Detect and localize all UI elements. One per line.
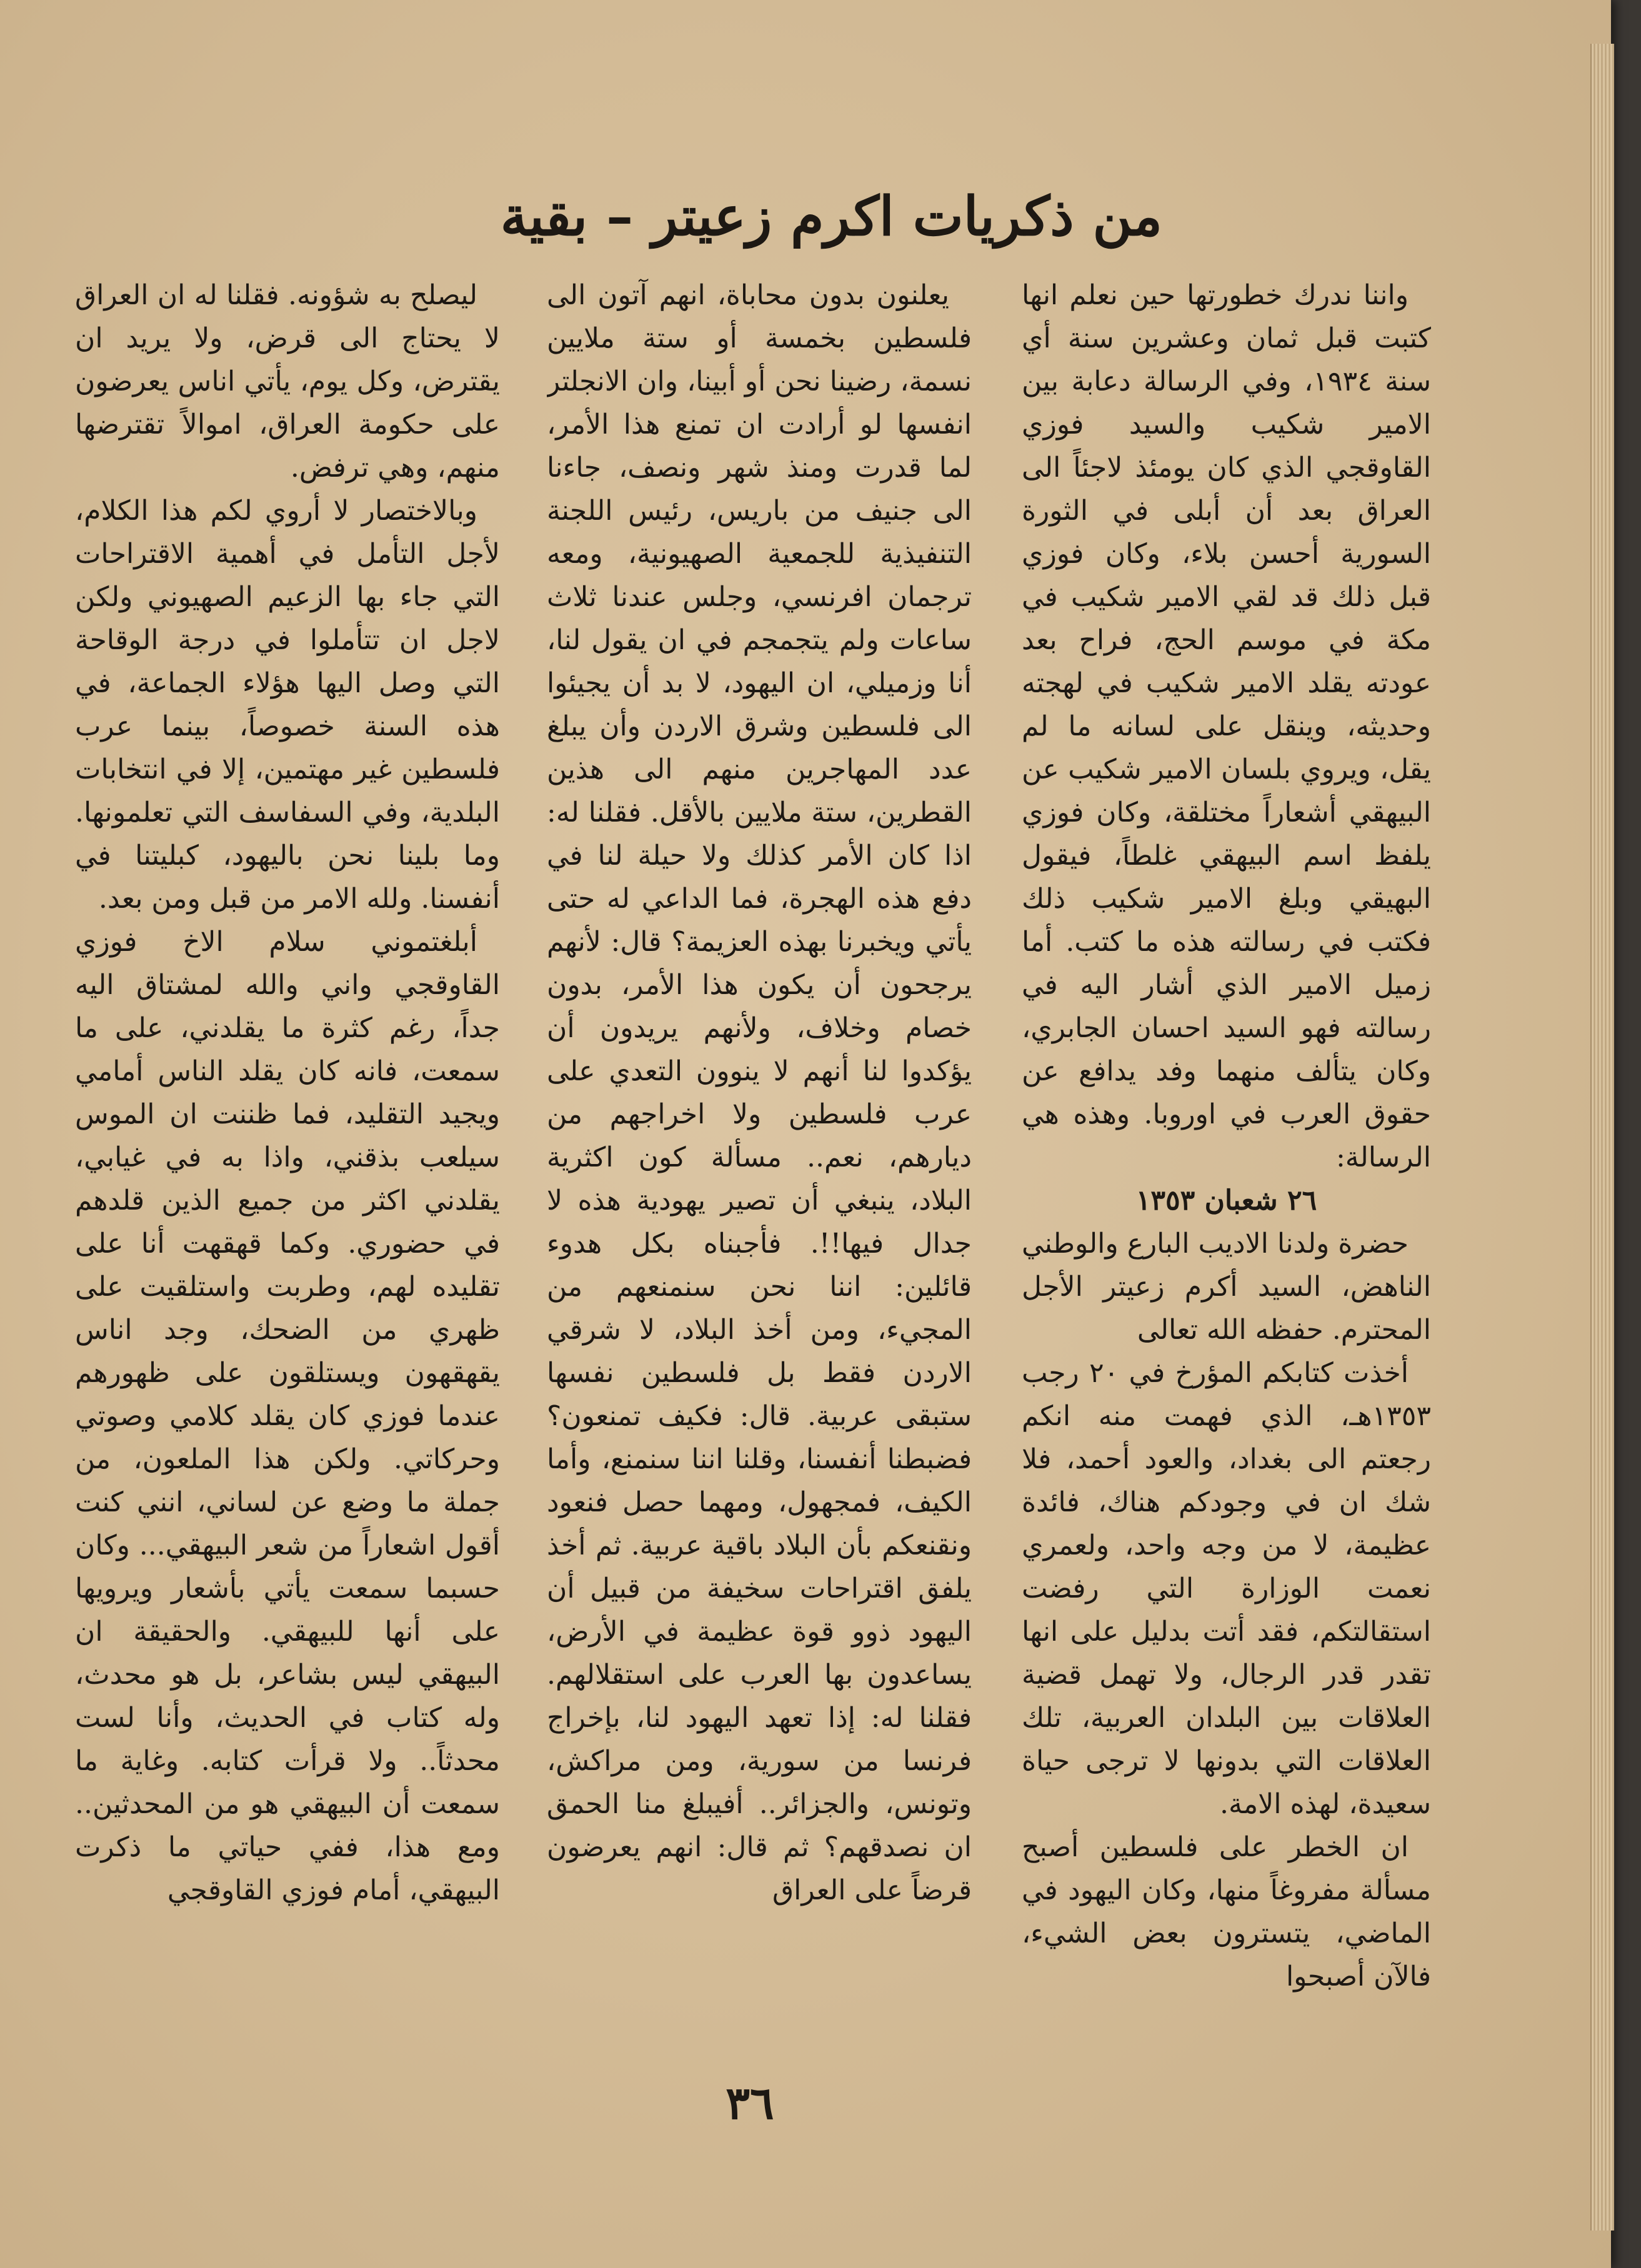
paragraph: أبلغتموني سلام الاخ فوزي القاوقجي واني والله لمشتاق اليه جداً، رغم كثرة ما يقلدني، على ما سمعت، فانه كان يقلد الناس أمامي ويجيد التقليد، فما ظننت ان الموس سيلعب بذقني، واذا به في غيابي، يقلدني اكثر من جميع الذين قلدهم في حضوري. وكما قهقهت أنا على تقليده لهم، وطربت واستلقيت على ظهري من الضحك، وجد اناس يقهقهون ويستلقون على ظهورهم عندما فوزي كان يقلد كلامي وصوتي وحركاتي. ولكن هذا الملعون، من جملة ما وضع عن لساني، انني كنت أقول اشعاراً من شعر البيهقي... وكان حسبما سمعت يأتي بأشعار ويرويها على أنها للبيهقي. والحقيقة ان البيهقي ليس بشاعر، بل هو محدث، وله كتاب في الحديث، وأنا لست محدثاً.. ولا قرأت كتابه. وغاية ما سمعت أن البيهقي هو من المحدثين.. ومع هذا، ففي حياتي ما ذكرت البيهقي، أمام فوزي القاوقجي (75, 926, 500, 1906)
paragraph: يعلنون بدون محاباة، انهم آتون الى فلسطين بخمسة أو ستة ملايين نسمة، رضينا نحن أو أبينا، وان الانجلتر انفسها لو أرادت ان تمنع هذا الأمر، لما قدرت ومنذ شهر ونصف، جاءنا الى جنيف من باريس، رئيس اللجنة التنفيذية للجمعية الصهيونية، ومعه ترجمان افرنسي، وجلس عندنا ثلاث ساعات ولم يتجمجم في ان يقول لنا، أنا وزميلي، ان اليهود، لا بد أن يجيئوا الى فلسطين وشرق الاردن وأن يبلغ عدد المهاجرين منهم الى هذين القطرين، ستة ملايين بالأقل. فقلنا له: اذا كان الأمر كذلك ولا حيلة لنا في دفع هذه الهجرة، فما الداعي له حتى يأتي ويخبرنا بهذه العزيمة؟ قال: لأنهم يرجحون أن يكون هذا الأمر، بدون خصام وخلاف، ولأنهم يريدون أن يؤكدوا لنا أنهم لا ينوون التعدي على عرب فلسطين ولا اخراجهم من ديارهم، نعم.. مسألة كون اكثرية البلاد، ينبغي أن تصير يهودية هذه لا جدال فيها!!. فأجبناه بكل هدوء قائلين: اننا نحن سنمنعهم من المجيء، ومن أخذ البلاد، لا شرقي الاردن فقط بل فلسطين نفسها ستبقى عربية. قال: فكيف تمنعون؟ فضبطنا أنفسنا، وقلنا اننا سنمنع، وأما الكيف، فمجهول، ومهما حصل فنعود ونقنعكم بأن البلاد باقية عربية. ثم أخذ يلفق اقتراحات سخيفة من قبيل أن اليهود ذوو قوة عظيمة في الأرض، يساعدون بها العرب على استقلالهم. فقلنا له: إذا تعهد اليهود لنا، بإخراج فرنسا من سورية، ومن مراكش، وتونس، والجزائر.. أفيبلغ منا الحمق ان نصدقهم؟ ثم قال: انهم يعرضون قرضاً على العراق (547, 279, 972, 1906)
paragraph: ليصلح به شؤونه. فقلنا له ان العراق لا يحتاج الى قرض، ولا يريد ان يقترض، وكل يوم، يأتي اناس يعرضون على حكومة العراق، اموالاً تقترضها منهم، وهي ترفض. (75, 279, 500, 484)
article-title: من ذكريات اكرم زعيتر – بقية (500, 185, 1162, 248)
page-number: ٣٦ (726, 2076, 774, 2129)
article-column-left (75, 274, 500, 2042)
paragraph: ان الخطر على فلسطين أصبح مسألة مفروغاً منها، وكان اليهود في الماضي، يتسترون بعض الشيء، فالآن أصبحوا (1022, 1831, 1431, 1992)
paragraph: أخذت كتابكم المؤرخ في ٢٠ رجب ١٣٥٣هـ، الذي فهمت منه انكم رجعتم الى بغداد، والعود أحمد، فلا شك ان في وجودكم هناك، فائدة عظيمة، لا من وجه واحد، ولعمري نعمت الوزارة التي رفضت استقالتكم، فقد أتت بدليل على انها تقدر قدر الرجال، ولا تهمل قضية العلاقات بين البلدان العربية، تلك العلاقات التي بدونها لا ترجى حياة سعيدة، لهذه الامة. (1022, 1357, 1431, 1820)
letter-salutation: حضرة ولدنا الاديب البارع والوطني الناهض، السيد أكرم زعيتر الأجل المحترم. حفظه الله تعالى (1022, 1228, 1431, 1346)
paragraph: واننا ندرك خطورتها حين نعلم انها كتبت قبل ثمان وعشرين سنة أي سنة ١٩٣٤، وفي الرسالة دعابة بين الامير شكيب والسيد فوزي القاوقجي الذي كان يومئذ لاجئاً الى العراق بعد أن أبلى في الثورة السورية أحسن بلاء، وكان فوزي قبل ذلك قد لقي الامير شكيب في مكة في موسم الحج، فراح بعد عودته يقلد الامير شكيب في لهجته وحديثه، وينقل على لسانه ما لم يقل، ويروي بلسان الامير شكيب عن البيهقي أشعاراً مختلقة، وكان فوزي يلفظ اسم البيهقي غلطاً، فيقول البهيقي وبلغ الامير شكيب ذلك فكتب في رسالته هذه ما كتب. أما زميل الامير الذي أشار اليه في رسالته فهو السيد احسان الجابري، وكان يتألف منهما وفد يدافع عن حقوق العرب في اوروبا. وهذه هي الرسالة: (1022, 279, 1431, 1173)
article-column-middle (547, 274, 972, 2042)
page-stack-edge (1590, 44, 1614, 2231)
article-column-right (1022, 274, 1431, 2042)
letter-date: ٢٦ شعبان ١٣٥٣ (1135, 1185, 1317, 1216)
paragraph: وبالاختصار لا أروي لكم هذا الكلام، لأجل التأمل في أهمية الاقتراحات التي جاء بها الزعيم الصهيوني ولكن لاجل ان تتأملوا في درجة الوقاحة التي وصل اليها هؤلاء الجماعة، في هذه السنة خصوصاً، بينما عرب فلسطين غير مهتمين، إلا في انتخابات البلدية، وفي السفاسف التي تعلمونها. وما بلينا نحن باليهود، كبليتنا في أنفسنا. ولله الامر من قبل ومن بعد. (75, 495, 500, 915)
